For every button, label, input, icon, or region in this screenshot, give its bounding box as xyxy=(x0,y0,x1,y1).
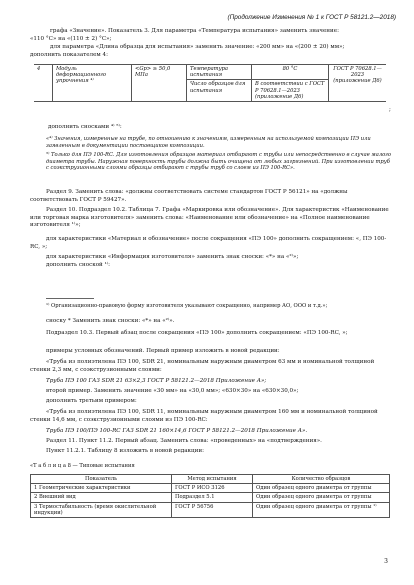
param-condition: Число образцов для испытания xyxy=(187,80,252,102)
text-line: дополнить сносками ⁴⁾ ⁵⁾: xyxy=(48,124,122,130)
param-method: ГОСТ Р 70628.1—2023 (приложение Д6) xyxy=(329,65,387,102)
section-10-text: Раздел 10. Подраздел 10.2. Таблица 7. Графа «Маркировка или обозначение». Для характеристик «Наименование или торговая марка изготовителя» заменить слова: «Наименование или обозначение» на «Полное наименование изготовителя ¹⁾»; xyxy=(30,207,389,229)
page-header: (Продолжение Изменения № 1 к ГОСТ Р 58121.2—2018) xyxy=(227,14,396,21)
text-line: для характеристики «Информация изготовителя» заменить знак сноски: «*» на «²⁾»; xyxy=(46,254,299,260)
table-row xyxy=(31,484,390,493)
table-cell: 1 Геометрические характеристики xyxy=(31,484,172,493)
table-8 xyxy=(30,474,390,518)
text-line: для характеристики «Материал и обозначение» после сокращения «ПЭ 100» дополнить сокращением: «, ПЭ 100-RC, »; xyxy=(30,236,387,250)
text-line: «110 °С» на «(110 ± 2) °С»; xyxy=(30,36,112,42)
table-header: Метод испытания xyxy=(172,475,253,484)
text-line: сноску * Заменить знак сноски: «*» на «²⁾». xyxy=(46,318,175,324)
text-line: дополнить третьим примером: xyxy=(46,398,137,404)
text-line: графа «Значение». Показатель 3. Для параметра «Температура испытания» заменить значение: xyxy=(50,28,339,34)
table-cell: Один образец одного диаметра от группы ¹⁾ xyxy=(253,502,390,517)
footnote-4: «⁴⁾ Значения, измеренные на трубе, по отношению к значениям, измеренным на используемой композиции ПЭ или заявленным в документации поставщиков композиции. xyxy=(46,136,371,149)
table-row xyxy=(31,502,390,517)
param-number: 4 xyxy=(34,65,53,102)
designation-example: Труба ПЭ 100 ГАЗ SDR 21 63×2,3 ГОСТ Р 58121.2—2018 Приложение А»; xyxy=(46,378,267,384)
text-line: для параметра «Длина образца для испытания» заменить значение: «200 мм» на «(200 ± 20) мм»; xyxy=(50,44,345,50)
table-cell: Подраздел 5.1 xyxy=(172,493,253,502)
text-line: дополнить показателем 4: xyxy=(30,52,108,58)
page-number: 3 xyxy=(384,558,388,565)
text-line: Пункт 11.2.1. Таблицу 8 изложить в новой редакции: xyxy=(46,448,204,454)
text-line: «Труба из полиэтилена ПЭ 100, SDR 21, номинальным наружным диаметром 63 мм и номинальной толщиной стенки 2,3 мм, с соэкструзионными слоями: xyxy=(30,359,375,373)
param-value: 80 °С xyxy=(252,65,329,80)
table-cell: ГОСТ Р ИСО 3126 xyxy=(172,484,253,493)
designation-example: Труба ПЭ 100/ПЭ 100-RC ГАЗ SDR 21 160×14,6 ГОСТ Р 58121.2—2018 Приложение А». xyxy=(46,428,308,434)
text-line: второй пример. Заменить значение «30 мм» на «30,0 мм»; «630×30» на «630×30,0»; xyxy=(46,388,299,394)
text-line: Раздел 11. Пункт 11.2. Первый абзац. Заменить слова: «проведенных» на «подтверждения». xyxy=(46,438,322,444)
param-value: В соответствии с ГОСТ Р 70628.1—2023 (приложение Д6) xyxy=(252,80,329,102)
param-requirement: <Gp> ≥ 50,0 МПа xyxy=(132,65,187,102)
footnote-text: ¹⁾ Организационно-правовую форму изготовителя указывают сокращенно, например АО, ООО и т.д.»; xyxy=(46,303,328,309)
text-line: примеры условных обозначений. Первый пример изложить в новой редакции: xyxy=(46,348,280,354)
text-line: «Труба из полиэтилена ПЭ 100, SDR 11, номинальным наружным диаметром 160 мм и номинальной толщиной стенки 14,6 мм, с соэкструзионными слоями из ПЭ 100-RC: xyxy=(30,409,378,423)
text-line: дополнить сноской ¹⁾: xyxy=(46,262,111,268)
param-condition: Температура испытания xyxy=(187,65,252,80)
table-cell: 3 Термостабильность (время окислительной индукции) xyxy=(31,502,172,517)
section-9-text: Раздел 9. Заменить слова: «должны соответствовать системе стандартов ГОСТ Р 56121» на «должны соответствовать ГОСТ Р 59427». xyxy=(30,189,348,203)
table-cell: 2 Внешний вид xyxy=(31,493,172,502)
footnote-5: ⁵⁾ Только для ПЭ 100-RC. Для изготовления образцов материал отбирают с трубы или непосредственно в случае малого диаметра трубы. Наружная поверхность трубы должна быть очищена от любых загрязнений. При изготовлении труб с соэкструзионными слоями образцы отбирают с трубы труб со слоем из ПЭ 100-RC». xyxy=(46,152,391,171)
footnote-rule xyxy=(46,298,94,299)
row-end: ; xyxy=(389,107,391,113)
table-row xyxy=(31,493,390,502)
param-name: Модуль деформационного упрочнения ⁴⁾ xyxy=(53,65,132,102)
table-cell: ГОСТ Р 56756 xyxy=(172,502,253,517)
table-caption: «Т а б л и ц а 8 — Типовые испытания xyxy=(30,463,135,469)
text-line: Подраздел 10.3. Первый абзац после сокращения «ПЭ 100» дополнить сокращением: «ПЭ 100-RC, »; xyxy=(46,330,348,336)
table-cell: Один образец одного диаметра от группы xyxy=(253,493,390,502)
parameter-table xyxy=(34,64,386,102)
table-header: Показатель xyxy=(31,475,172,484)
table-header: Количество образцов xyxy=(253,475,390,484)
table-cell: Один образец одного диаметра от группы xyxy=(253,484,390,493)
